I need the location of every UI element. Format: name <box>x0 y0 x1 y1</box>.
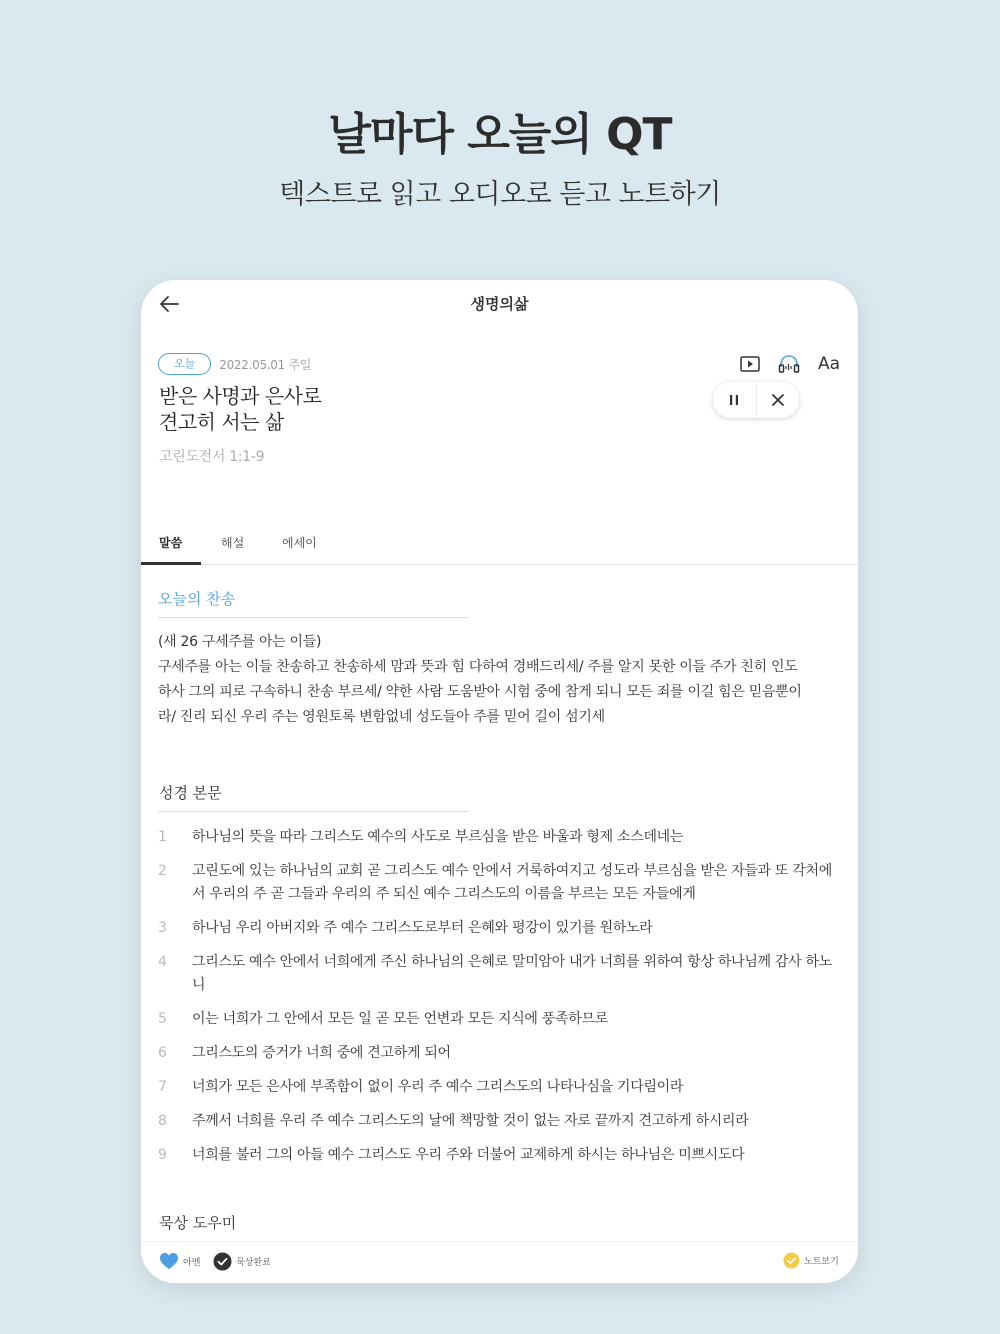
verse-row <box>158 1110 838 1133</box>
active-tab-indicator <box>141 562 201 565</box>
amen-button[interactable] <box>159 1252 200 1270</box>
tab-word[interactable]: 말씀 <box>159 536 183 550</box>
scripture-reference: 고린도전서 1:1-9 <box>159 449 265 465</box>
verse-row <box>158 860 838 906</box>
verse-row <box>158 826 838 849</box>
qt-title <box>159 383 419 435</box>
tab-essay[interactable]: 에세이 <box>282 536 317 550</box>
toolbar <box>722 354 840 374</box>
tab-commentary[interactable]: 해설 <box>221 536 245 550</box>
verse-number: 6 <box>158 1045 167 1061</box>
meditation-done-label: 묵상완료 <box>236 1258 271 1268</box>
verse-number: 8 <box>158 1113 167 1129</box>
verse-text: 이는 너희가 그 안에서 모든 일 곧 모든 언변과 모든 지식에 풍족하므로 <box>192 1011 608 1027</box>
content-tabs <box>141 528 858 565</box>
verse-list <box>158 826 838 1178</box>
promo-subtitle: 텍스트로 읽고 오디오로 듣고 노트하기 <box>279 179 721 210</box>
verse-text: 그리스도 예수 안에서 너희에게 주신 하나님의 은혜로 말미암아 내가 너희를 위하여 항상 하나님께 감사 하노니 <box>192 954 832 993</box>
verse-row <box>158 917 838 940</box>
tablet-screen <box>141 280 858 1283</box>
verse-number: 3 <box>158 920 167 936</box>
font-size-button[interactable]: Aa <box>817 354 840 374</box>
close-icon <box>771 393 785 407</box>
check-icon <box>213 1252 232 1271</box>
view-note-label: 노트보기 <box>804 1257 839 1267</box>
meditation-heading: 묵상 도우미 <box>159 1214 237 1232</box>
verse-text: 고린도에 있는 하나님의 교회 곧 그리스도 예수 안에서 거룩하여지고 성도라 부르심을 받은 자들과 또 각처에서 우리의 주 곧 그들과 우리의 주 되신 예수 그리스도의 이름을 부르는 모든 자들에게 <box>192 863 832 902</box>
verse-text: 너희가 모든 은사에 부족함이 없이 우리 주 예수 그리스도의 나타나심을 기다림이라 <box>192 1079 684 1095</box>
verse-text: 하나님의 뜻을 따라 그리스도 예수의 사도로 부르심을 받은 바울과 형제 소스데네는 <box>192 829 684 845</box>
verse-row <box>158 1144 838 1167</box>
verse-number: 1 <box>158 829 167 845</box>
verse-text: 하나님 우리 아버지와 주 예수 그리스도로부터 은혜와 평강이 있기를 원하노라 <box>192 920 653 936</box>
verse-text: 그리스도의 증거가 너희 중에 견고하게 되어 <box>192 1045 451 1061</box>
qt-title-line-2: 견고히 서는 삶 <box>159 410 284 434</box>
verse-row <box>158 1042 838 1065</box>
view-note-button[interactable] <box>783 1252 839 1269</box>
heart-icon <box>159 1252 179 1270</box>
verse-number: 2 <box>158 863 167 879</box>
verse-row <box>158 1076 838 1099</box>
bible-heading: 성경 본문 <box>159 784 222 802</box>
play-video-icon <box>740 356 760 372</box>
hymn-text <box>158 630 843 730</box>
bible-heading-divider <box>158 811 468 812</box>
audio-button[interactable] <box>778 355 800 373</box>
pause-icon <box>727 393 741 407</box>
verse-number: 7 <box>158 1079 167 1095</box>
hymn-line: 구세주를 아는 이들 찬송하고 찬송하세 맘과 뜻과 힘 다하여 경배드리세/ 주를 알지 못한 이들 주가 친히 인도 <box>158 659 798 675</box>
top-bar <box>141 280 858 328</box>
headphones-icon <box>778 355 800 373</box>
verse-text: 너희를 불러 그의 아들 예수 그리스도 우리 주와 더불어 교제하게 하시는 하나님은 미쁘시도다 <box>192 1147 745 1163</box>
qt-title-line-1: 받은 사명과 은사로 <box>159 384 322 408</box>
verse-row <box>158 951 838 997</box>
bottom-action-bar <box>141 1241 858 1283</box>
date-row <box>158 353 311 375</box>
pause-button[interactable] <box>713 382 756 418</box>
verse-number: 4 <box>158 954 167 970</box>
verse-number: 9 <box>158 1147 167 1163</box>
promo-title: 날마다 오늘의 QT <box>328 109 672 160</box>
audio-player-control <box>713 382 799 418</box>
hymn-heading-divider <box>158 617 468 618</box>
amen-label: 아멘 <box>183 1257 201 1268</box>
date-text: 2022.05.01 주일 <box>219 357 312 372</box>
hymn-heading: 오늘의 찬송 <box>158 590 236 608</box>
verse-number: 5 <box>158 1011 167 1027</box>
meditation-done-button[interactable] <box>213 1252 271 1271</box>
close-audio-button[interactable] <box>756 382 799 418</box>
verse-row <box>158 1008 838 1031</box>
video-button[interactable] <box>740 356 760 372</box>
note-check-icon <box>783 1252 800 1269</box>
hymn-line: 라/ 진리 되신 우리 주는 영원토록 변함없네 성도들아 주를 믿어 길이 섬기세 <box>158 709 605 725</box>
verse-text: 주께서 너희를 우리 주 예수 그리스도의 날에 책망할 것이 없는 자로 끝까지 견고하게 하시리라 <box>192 1113 749 1129</box>
hymn-line: 하사 그의 피로 구속하니 찬송 부르세/ 약한 사람 도움받아 시험 중에 참게 되니 모든 죄를 이길 힘은 믿음뿐이 <box>158 684 802 700</box>
today-badge[interactable]: 오늘 <box>158 353 211 375</box>
app-title: 생명의삶 <box>470 295 529 313</box>
hymn-title: (새 26 구세주를 아는 이들) <box>158 634 322 650</box>
